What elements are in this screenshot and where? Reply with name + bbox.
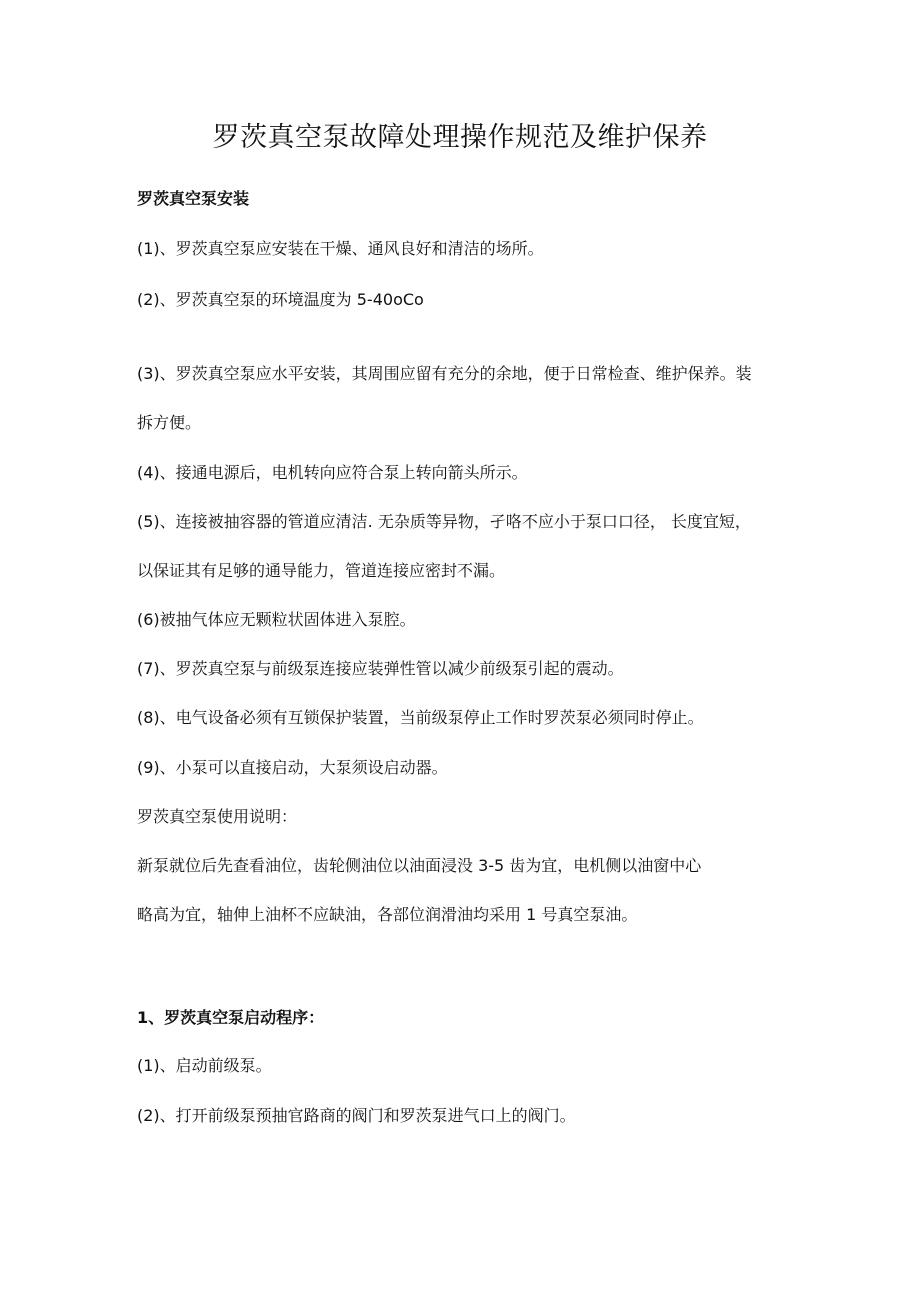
install-item-2: (2)、罗茨真空泵的环境温度为 5-40oCo <box>137 290 424 309</box>
install-item-3: (3)、罗茨真空泵应水平安装，其周围应留有充分的余地，便于日常检查、维护保养。装 <box>137 364 752 383</box>
install-item-4: (4)、接通电源后，电机转向应符合泵上转向箭头所示。 <box>137 463 528 482</box>
install-item-1: (1)、罗茨真空泵应安装在干燥、通风良好和清洁的场所。 <box>137 239 544 258</box>
install-item-5-continued: 以保证其有足够的通导能力，管道连接应密封不漏。 <box>137 561 506 580</box>
install-item-9: (9)、小泵可以直接启动，大泵须设启动器。 <box>137 758 448 777</box>
document-title: 罗茨真空泵故障处理操作规范及维护保养 <box>212 122 708 153</box>
install-item-6: (6)被抽气体应无颗粒状固体进入泵腔。 <box>137 610 416 629</box>
usage-line-1: 新泵就位后先查看油位，齿轮侧油位以油面浸没 3-5 齿为宜，电机侧以油窗中心 <box>137 856 702 875</box>
install-item-7: (7)、罗茨真空泵与前级泵连接应装弹性管以减少前级泵引起的震动。 <box>137 659 624 678</box>
install-heading: 罗茨真空泵安装 <box>137 189 250 208</box>
usage-line-2: 略高为宜，轴伸上油杯不应缺油，各部位润滑油均采用 1 号真空泵油。 <box>137 905 638 924</box>
install-item-5: (5)、连接被抽容器的管道应清洁. 无杂质等异物，孑咯不应小于泵口口径， 长度宜短， <box>137 512 751 531</box>
usage-heading: 罗茨真空泵使用说明： <box>137 807 298 826</box>
startup-heading: 1、罗茨真空泵启动程序： <box>137 1008 325 1027</box>
install-item-3-continued: 拆方便。 <box>137 413 202 432</box>
install-item-8: (8)、电气设备必须有互锁保护装置，当前级泵停止工作时罗茨泵必须同时停止。 <box>137 708 704 727</box>
startup-item-2: (2)、打开前级泵预抽官路商的阀门和罗茨泵进气口上的阀门。 <box>137 1106 576 1125</box>
startup-item-1: (1)、启动前级泵。 <box>137 1056 272 1075</box>
